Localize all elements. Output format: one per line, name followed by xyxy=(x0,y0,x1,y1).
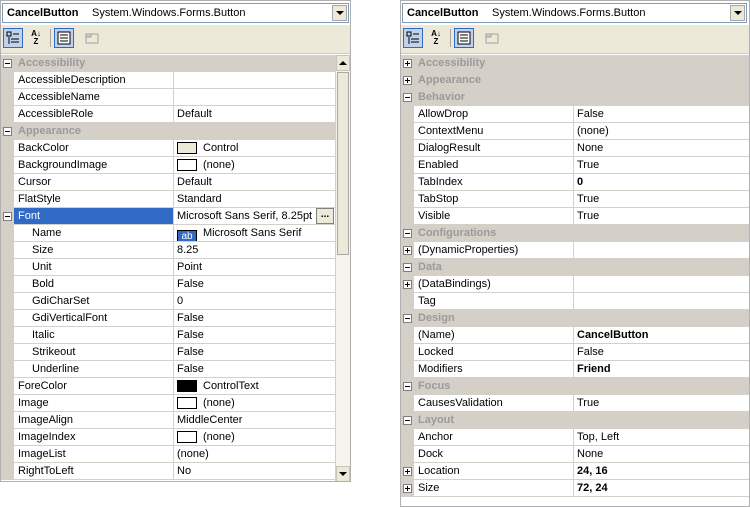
property-row-name[interactable] xyxy=(400,327,750,344)
property-value[interactable] xyxy=(574,106,750,123)
property-name[interactable]: Size xyxy=(14,242,174,259)
property-row-accessibledescription[interactable] xyxy=(0,72,335,89)
row-gutter xyxy=(400,395,414,412)
property-name[interactable]: Font xyxy=(14,208,174,225)
property-value[interactable] xyxy=(174,344,335,361)
property-value-text: (none) xyxy=(203,397,235,409)
property-name[interactable]: Location xyxy=(414,463,574,480)
property-pages-icon xyxy=(485,31,499,45)
property-value[interactable] xyxy=(574,157,750,174)
property-value-text: Default xyxy=(177,176,212,188)
property-value[interactable] xyxy=(174,208,335,225)
category-label: Appearance xyxy=(18,125,81,137)
category-data[interactable] xyxy=(400,259,750,276)
property-name[interactable]: ImageAlign xyxy=(14,412,174,429)
scroll-down-arrow[interactable] xyxy=(336,466,350,482)
row-gutter xyxy=(0,429,14,446)
row-gutter xyxy=(400,140,414,157)
category-configurations[interactable] xyxy=(400,225,750,242)
row-gutter xyxy=(0,446,14,463)
property-value[interactable] xyxy=(574,480,750,497)
property-value-text: (none) xyxy=(203,159,235,171)
row-gutter xyxy=(0,225,14,242)
properties-toolbar xyxy=(0,25,351,54)
properties-icon xyxy=(457,31,471,45)
row-gutter xyxy=(0,395,14,412)
property-row-tabstop[interactable] xyxy=(400,191,750,208)
row-gutter xyxy=(0,412,14,429)
property-row-italic[interactable] xyxy=(0,327,335,344)
property-value[interactable] xyxy=(174,106,335,123)
property-name[interactable]: Visible xyxy=(414,208,574,225)
property-name[interactable]: AllowDrop xyxy=(414,106,574,123)
row-gutter xyxy=(400,106,414,123)
property-name[interactable]: (DynamicProperties) xyxy=(414,242,574,259)
property-pages-icon xyxy=(85,31,99,45)
property-name[interactable]: Modifiers xyxy=(414,361,574,378)
property-name[interactable]: DialogResult xyxy=(414,140,574,157)
row-gutter xyxy=(0,293,14,310)
row-gutter xyxy=(0,463,14,480)
property-value-text: True xyxy=(577,159,600,171)
property-row-backgroundimage[interactable] xyxy=(0,157,335,174)
color-swatch xyxy=(177,380,197,392)
property-value-text: 0 xyxy=(577,176,584,188)
property-name[interactable]: CausesValidation xyxy=(414,395,574,412)
property-row-enabled[interactable] xyxy=(400,157,750,174)
property-value-text: None xyxy=(577,448,604,460)
property-row-anchor[interactable] xyxy=(400,429,750,446)
property-row-location[interactable] xyxy=(400,463,750,480)
object-type: System.Windows.Forms.Button xyxy=(492,7,646,19)
property-value[interactable] xyxy=(174,242,335,259)
property-row-size[interactable] xyxy=(400,480,750,497)
property-value-text: (none) xyxy=(177,448,209,460)
property-value[interactable] xyxy=(574,361,750,378)
categorized-icon xyxy=(6,31,20,45)
color-swatch xyxy=(177,159,197,171)
property-name[interactable]: (DataBindings) xyxy=(414,276,574,293)
categorized-icon xyxy=(406,31,420,45)
property-name[interactable]: Size xyxy=(414,480,574,497)
property-value[interactable] xyxy=(174,446,335,463)
font-preview-icon: ab xyxy=(177,230,197,242)
property-value[interactable] xyxy=(574,446,750,463)
property-value-text: False xyxy=(177,312,204,324)
property-row-backcolor[interactable] xyxy=(0,140,335,157)
category-label: Design xyxy=(418,312,455,324)
property-value[interactable] xyxy=(174,310,335,327)
collapse-icon[interactable] xyxy=(3,59,12,68)
row-gutter xyxy=(0,106,14,123)
row-gutter xyxy=(400,344,414,361)
property-name[interactable]: FlatStyle xyxy=(14,191,174,208)
row-gutter xyxy=(0,276,14,293)
categorized-button[interactable] xyxy=(3,28,23,48)
categorized-button[interactable] xyxy=(403,28,423,48)
property-name[interactable]: (Name) xyxy=(414,327,574,344)
property-row-righttoleft[interactable] xyxy=(0,463,335,480)
property-value-text: MiddleCenter xyxy=(177,414,243,426)
property-row-tag[interactable] xyxy=(400,293,750,310)
expand-icon[interactable] xyxy=(403,76,412,85)
property-name[interactable]: Cursor xyxy=(14,174,174,191)
property-name[interactable]: ContextMenu xyxy=(414,123,574,140)
row-gutter xyxy=(0,140,14,157)
category-accessibility[interactable] xyxy=(400,55,750,72)
property-value[interactable] xyxy=(174,463,335,480)
property-value[interactable] xyxy=(574,208,750,225)
property-name[interactable]: Locked xyxy=(414,344,574,361)
collapse-icon[interactable] xyxy=(403,229,412,238)
property-value-text: Microsoft Sans Serif, 8.25pt xyxy=(177,210,313,222)
alphabetical-button[interactable] xyxy=(426,28,446,48)
property-value[interactable] xyxy=(174,429,335,446)
row-gutter xyxy=(400,123,414,140)
property-row-strikeout[interactable] xyxy=(0,344,335,361)
property-row-allowdrop[interactable] xyxy=(400,106,750,123)
object-selector[interactable] xyxy=(2,3,349,23)
row-gutter xyxy=(400,361,414,378)
property-value-text: Friend xyxy=(577,363,611,375)
properties-window-left xyxy=(0,0,351,482)
property-name[interactable]: Italic xyxy=(14,327,174,344)
property-value-text: None xyxy=(577,142,604,154)
property-row-locked[interactable] xyxy=(400,344,750,361)
properties-icon xyxy=(57,31,71,45)
collapse-icon[interactable] xyxy=(3,212,12,221)
row-gutter xyxy=(400,446,414,463)
property-name[interactable]: TabStop xyxy=(414,191,574,208)
ellipsis-button[interactable]: ... xyxy=(316,208,334,224)
property-value[interactable] xyxy=(174,259,335,276)
property-value[interactable] xyxy=(574,140,750,157)
property-value-text: True xyxy=(577,193,600,205)
alphabetical-icon: A↓Z xyxy=(31,29,41,46)
row-gutter xyxy=(0,378,14,395)
property-row-underline[interactable] xyxy=(0,361,335,378)
row-gutter xyxy=(0,310,14,327)
property-name[interactable]: AccessibleDescription xyxy=(14,72,174,89)
row-gutter xyxy=(400,174,414,191)
property-value-text: False xyxy=(177,278,204,290)
property-value[interactable] xyxy=(174,157,335,174)
property-value-text: Point xyxy=(177,261,203,273)
property-name[interactable]: Unit xyxy=(14,259,174,276)
property-value[interactable] xyxy=(174,293,335,310)
property-row-dialogresult[interactable] xyxy=(400,140,750,157)
properties-toolbar xyxy=(400,25,750,54)
chevron-down-icon[interactable] xyxy=(730,5,745,21)
property-row-gdicharset[interactable] xyxy=(0,293,335,310)
property-value[interactable] xyxy=(174,412,335,429)
collapse-icon[interactable] xyxy=(3,127,12,136)
property-value-text: 24, 16 xyxy=(577,465,608,477)
property-value-text: ControlText xyxy=(203,380,259,392)
category-label: Data xyxy=(418,261,442,273)
property-value-text: False xyxy=(577,108,604,120)
property-row-tabindex[interactable] xyxy=(400,174,750,191)
property-row-dock[interactable] xyxy=(400,446,750,463)
property-pages-button[interactable] xyxy=(82,28,102,48)
collapse-icon[interactable] xyxy=(403,382,412,391)
property-name[interactable]: Image xyxy=(14,395,174,412)
property-value-text: Microsoft Sans Serif xyxy=(203,227,302,239)
property-value-text: 72, 24 xyxy=(577,482,608,494)
category-label: Behavior xyxy=(418,91,466,103)
row-gutter xyxy=(400,208,414,225)
property-value[interactable] xyxy=(574,395,750,412)
collapse-icon[interactable] xyxy=(403,314,412,323)
properties-button[interactable] xyxy=(54,28,74,48)
property-row-imagelist[interactable] xyxy=(0,446,335,463)
properties-button[interactable] xyxy=(454,28,474,48)
property-value[interactable] xyxy=(574,276,750,293)
property-row-name[interactable] xyxy=(0,225,335,242)
row-gutter xyxy=(0,174,14,191)
property-row-imagealign[interactable] xyxy=(0,412,335,429)
property-pages-button[interactable] xyxy=(482,28,502,48)
category-appearance[interactable] xyxy=(0,123,335,140)
property-name[interactable]: RightToLeft xyxy=(14,463,174,480)
color-swatch xyxy=(177,397,197,409)
object-type: System.Windows.Forms.Button xyxy=(92,7,246,19)
property-name[interactable]: Strikeout xyxy=(14,344,174,361)
property-value-text: Default xyxy=(177,108,212,120)
property-value[interactable] xyxy=(574,344,750,361)
property-value[interactable] xyxy=(174,225,335,242)
category-appearance[interactable] xyxy=(400,72,750,89)
property-value[interactable] xyxy=(174,140,335,157)
property-value-text: False xyxy=(177,329,204,341)
property-value-text: (none) xyxy=(577,125,609,137)
property-name[interactable]: TabIndex xyxy=(414,174,574,191)
category-label: Accessibility xyxy=(418,57,486,69)
property-value[interactable] xyxy=(174,89,335,106)
property-value[interactable] xyxy=(574,293,750,310)
property-row-size[interactable] xyxy=(0,242,335,259)
row-gutter xyxy=(0,259,14,276)
property-name[interactable]: Enabled xyxy=(414,157,574,174)
property-value-text: 8.25 xyxy=(177,244,199,256)
row-gutter xyxy=(0,242,14,259)
properties-window-right xyxy=(400,0,750,507)
property-name[interactable]: AccessibleName xyxy=(14,89,174,106)
property-row-flatstyle[interactable] xyxy=(0,191,335,208)
property-value[interactable] xyxy=(174,327,335,344)
row-gutter xyxy=(400,157,414,174)
property-row-accessiblename[interactable] xyxy=(0,89,335,106)
color-swatch xyxy=(177,142,197,154)
property-value-text: True xyxy=(577,210,600,222)
property-value-text: Top, Left xyxy=(577,431,620,443)
property-name[interactable]: Tag xyxy=(414,293,574,310)
property-value-text: No xyxy=(177,465,192,477)
property-row-accessiblerole[interactable] xyxy=(0,106,335,123)
category-label: Focus xyxy=(418,380,451,392)
scroll-up-arrow[interactable] xyxy=(336,55,350,71)
property-name[interactable]: ImageIndex xyxy=(14,429,174,446)
property-value[interactable] xyxy=(174,395,335,412)
property-value[interactable] xyxy=(574,174,750,191)
row-gutter xyxy=(400,327,414,344)
vertical-scrollbar[interactable] xyxy=(335,55,350,482)
property-value[interactable] xyxy=(574,327,750,344)
expand-icon[interactable] xyxy=(403,59,412,68)
property-row-imageindex[interactable] xyxy=(0,429,335,446)
expand-icon[interactable] xyxy=(403,467,412,476)
color-swatch xyxy=(177,431,197,443)
property-value[interactable] xyxy=(574,242,750,259)
property-name[interactable]: Dock xyxy=(414,446,574,463)
property-value-text: False xyxy=(177,363,204,375)
alphabetical-icon: A↓Z xyxy=(431,29,441,46)
row-gutter xyxy=(0,157,14,174)
alphabetical-button[interactable] xyxy=(26,28,46,48)
property-value-text: Control xyxy=(203,142,239,154)
row-gutter xyxy=(0,361,14,378)
property-value-text: True xyxy=(577,397,600,409)
row-gutter xyxy=(400,191,414,208)
property-value[interactable] xyxy=(174,191,335,208)
row-gutter xyxy=(400,429,414,446)
expand-icon[interactable] xyxy=(403,484,412,493)
property-row-forecolor[interactable] xyxy=(0,378,335,395)
property-row-cursor[interactable] xyxy=(0,174,335,191)
property-row-contextmenu[interactable] xyxy=(400,123,750,140)
category-label: Configurations xyxy=(418,227,497,239)
property-value[interactable] xyxy=(174,378,335,395)
row-gutter xyxy=(0,72,14,89)
property-value-text: 0 xyxy=(177,295,184,307)
property-row-gdiverticalfont[interactable] xyxy=(0,310,335,327)
property-name[interactable]: ImageList xyxy=(14,446,174,463)
property-name[interactable]: Underline xyxy=(14,361,174,378)
property-value[interactable] xyxy=(574,191,750,208)
object-name: CancelButton xyxy=(7,7,79,19)
object-name: CancelButton xyxy=(407,7,479,19)
property-row-causesvalidation[interactable] xyxy=(400,395,750,412)
property-name[interactable]: Name xyxy=(14,225,174,242)
row-gutter xyxy=(400,293,414,310)
property-name[interactable]: AccessibleRole xyxy=(14,106,174,123)
collapse-icon[interactable] xyxy=(403,93,412,102)
category-focus[interactable] xyxy=(400,378,750,395)
property-value-text: CancelButton xyxy=(577,329,649,341)
property-name[interactable]: Anchor xyxy=(414,429,574,446)
expand-icon[interactable] xyxy=(403,280,412,289)
collapse-icon[interactable] xyxy=(403,416,412,425)
toolbar-separator xyxy=(450,29,451,47)
row-gutter xyxy=(0,344,14,361)
category-label: Accessibility xyxy=(18,57,86,69)
category-layout[interactable] xyxy=(400,412,750,429)
object-selector[interactable] xyxy=(402,3,747,23)
collapse-icon[interactable] xyxy=(403,263,412,272)
row-gutter xyxy=(0,191,14,208)
property-name[interactable]: Bold xyxy=(14,276,174,293)
property-value[interactable] xyxy=(574,463,750,480)
property-value[interactable] xyxy=(174,72,335,89)
property-value[interactable] xyxy=(174,361,335,378)
property-row-font[interactable] xyxy=(0,208,335,225)
property-row-dynamicproperties[interactable] xyxy=(400,242,750,259)
property-name[interactable]: GdiVerticalFont xyxy=(14,310,174,327)
property-value-text: False xyxy=(177,346,204,358)
scroll-thumb[interactable] xyxy=(337,72,349,255)
expand-icon[interactable] xyxy=(403,246,412,255)
row-gutter xyxy=(0,89,14,106)
category-label: Layout xyxy=(418,414,455,426)
property-value[interactable] xyxy=(574,429,750,446)
property-value-text: Standard xyxy=(177,193,222,205)
property-name[interactable]: GdiCharSet xyxy=(14,293,174,310)
category-behavior[interactable] xyxy=(400,89,750,106)
toolbar-separator xyxy=(50,29,51,47)
chevron-down-icon[interactable] xyxy=(332,5,347,21)
property-value-text: (none) xyxy=(203,431,235,443)
property-name[interactable]: ForeColor xyxy=(14,378,174,395)
property-row-databindings[interactable] xyxy=(400,276,750,293)
property-row-modifiers[interactable] xyxy=(400,361,750,378)
property-name[interactable]: BackColor xyxy=(14,140,174,157)
property-value[interactable] xyxy=(174,174,335,191)
property-row-bold[interactable] xyxy=(0,276,335,293)
property-row-image[interactable] xyxy=(0,395,335,412)
category-design[interactable] xyxy=(400,310,750,327)
row-gutter xyxy=(0,327,14,344)
category-accessibility[interactable] xyxy=(0,55,335,72)
property-value[interactable] xyxy=(574,123,750,140)
property-value[interactable] xyxy=(174,276,335,293)
property-grid xyxy=(400,55,750,507)
category-label: Appearance xyxy=(418,74,481,86)
property-row-unit[interactable] xyxy=(0,259,335,276)
property-value-text: False xyxy=(577,346,604,358)
property-row-visible[interactable] xyxy=(400,208,750,225)
property-name[interactable]: BackgroundImage xyxy=(14,157,174,174)
property-grid xyxy=(0,55,335,482)
